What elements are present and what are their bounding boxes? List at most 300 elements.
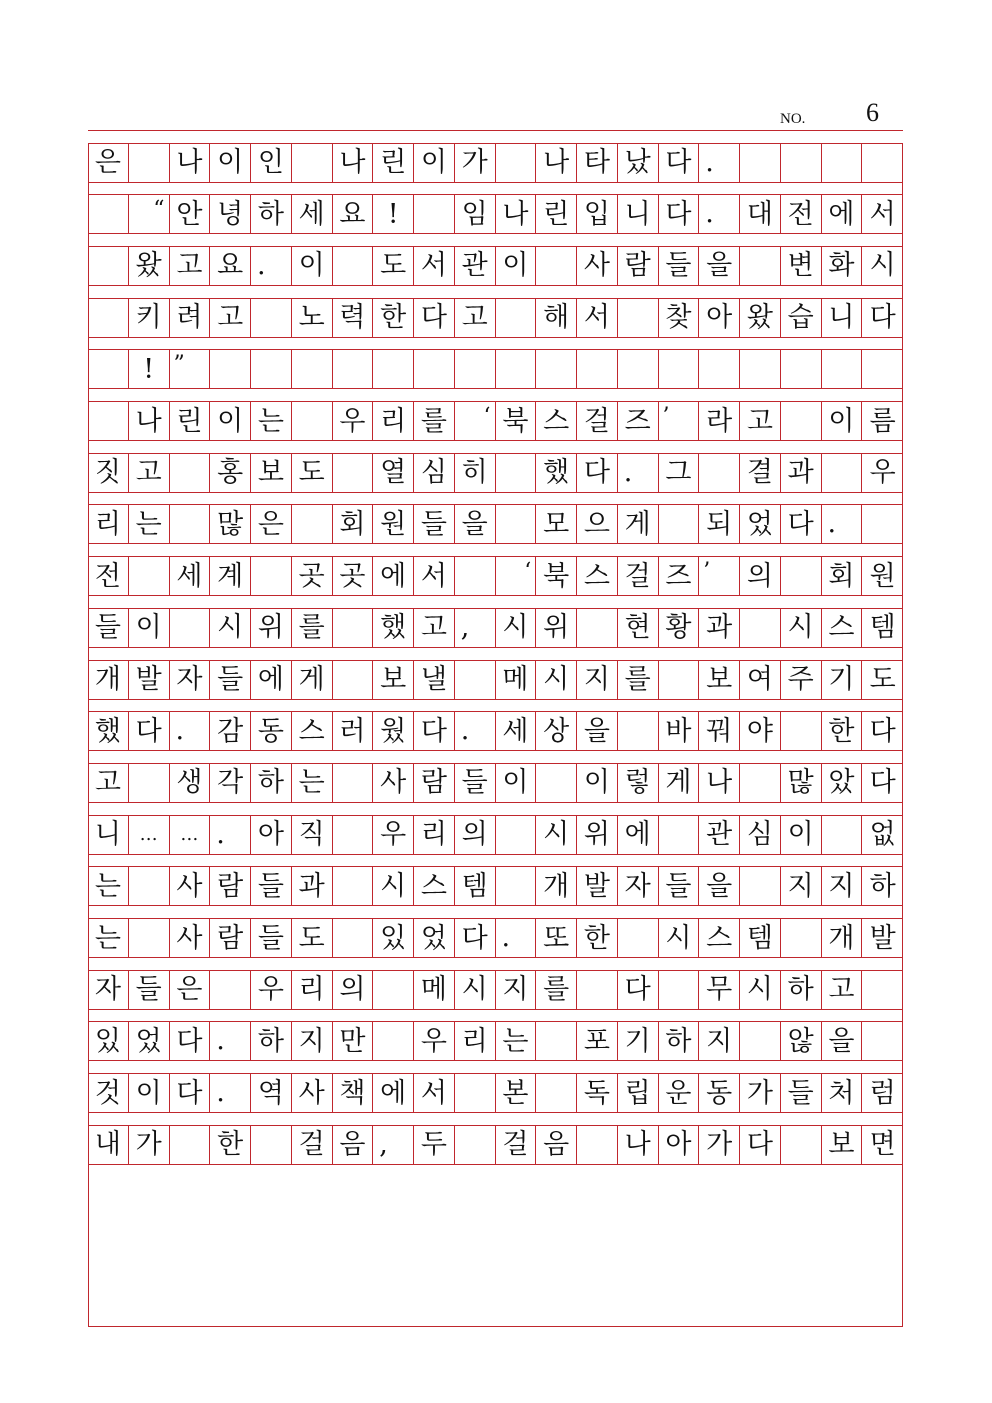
- grid-cell: 아: [251, 816, 292, 854]
- grid-cell: 자: [618, 867, 659, 905]
- grid-cell: 우: [869, 457, 896, 489]
- grid-cell: ’: [699, 557, 740, 595]
- grid-cell: 다: [869, 715, 896, 747]
- grid-cell: 야: [740, 712, 781, 750]
- grid-cell: 사: [292, 1074, 333, 1112]
- grid-cell: [740, 247, 781, 285]
- grid-cell: 사: [170, 867, 211, 905]
- grid-cell: 기: [822, 661, 863, 699]
- grid-cell: 에: [373, 557, 414, 595]
- grid-cell: [822, 454, 863, 492]
- grid-cell: [170, 505, 211, 543]
- grid-cell: 보: [822, 1126, 863, 1164]
- grid-cell: 라: [699, 402, 740, 440]
- grid-cell: 지: [781, 867, 822, 905]
- grid-cell: 보: [699, 661, 740, 699]
- grid-cell: [659, 350, 700, 388]
- grid-cell: 히: [455, 454, 496, 492]
- grid-cell: 나: [333, 143, 374, 182]
- grid-cell: .: [822, 505, 863, 543]
- grid-cell: [496, 816, 537, 854]
- grid-row: [88, 246, 903, 286]
- grid-cell: 책: [333, 1074, 374, 1112]
- grid-cell: 고: [414, 609, 455, 647]
- grid-cell: 독: [577, 1074, 618, 1112]
- grid-row: [88, 349, 903, 389]
- grid-cell: 이: [496, 764, 537, 802]
- grid-cell: 리: [373, 402, 414, 440]
- grid-cell: [862, 505, 903, 543]
- grid-cell: [170, 454, 211, 492]
- grid-cell: 결: [740, 454, 781, 492]
- grid-cell: [292, 350, 333, 388]
- grid-cell: 시: [781, 609, 822, 647]
- grid-cell: 한: [822, 712, 863, 750]
- grid-cell: [577, 350, 618, 388]
- grid-cell: 니: [822, 299, 863, 337]
- grid-cell: [577, 1126, 618, 1164]
- grid-cell: [740, 867, 781, 905]
- grid-cell: [170, 609, 211, 647]
- grid-cell: 지: [496, 971, 537, 1009]
- grid-cell: 현: [618, 609, 659, 647]
- grid-cell: 이: [210, 402, 251, 440]
- grid-cell: 는: [129, 505, 170, 543]
- grid-cell: 고: [170, 247, 211, 285]
- grid-cell: [822, 350, 863, 388]
- grid-cell: [333, 247, 374, 285]
- grid-cell: 다: [781, 505, 822, 543]
- grid-cell: 스: [292, 712, 333, 750]
- grid-cell: 메: [414, 971, 455, 1009]
- grid-cell: 요: [333, 195, 374, 233]
- grid-cell: 이: [577, 764, 618, 802]
- grid-cell: 다: [740, 1126, 781, 1164]
- grid-cell: 왔: [740, 299, 781, 337]
- grid-cell: 낼: [414, 661, 455, 699]
- grid-cell: .: [699, 143, 740, 182]
- grid-row: [88, 143, 903, 183]
- grid-cell: ’: [659, 402, 700, 440]
- grid-row: [88, 504, 903, 544]
- grid-cell: 럼: [869, 1077, 896, 1109]
- grid-cell: 고: [210, 299, 251, 337]
- grid-cell: 곳: [292, 557, 333, 595]
- grid-cell: 보: [373, 661, 414, 699]
- grid-cell: 전: [781, 195, 822, 233]
- grid-cell: 들: [414, 505, 455, 543]
- grid-cell: 과: [781, 454, 822, 492]
- grid-cell: [781, 350, 822, 388]
- grid-cell: 바: [659, 712, 700, 750]
- grid-cell: 개: [536, 867, 577, 905]
- grid-cell: 지: [699, 1022, 740, 1060]
- grid-cell: [455, 350, 496, 388]
- grid-cell: 도: [292, 919, 333, 957]
- grid-cell: 습: [781, 299, 822, 337]
- grid-cell: 개: [88, 661, 129, 699]
- grid-cell: 시: [740, 971, 781, 1009]
- grid-cell: [88, 195, 129, 233]
- grid-row: [88, 918, 903, 958]
- grid-cell: 나: [496, 195, 537, 233]
- grid-cell: [88, 350, 129, 388]
- manuscript-grid: [88, 143, 903, 1327]
- grid-cell: [536, 1022, 577, 1060]
- grid-cell: 는: [496, 1022, 537, 1060]
- grid-cell: 모: [536, 505, 577, 543]
- grid-cell: 열: [373, 454, 414, 492]
- grid-cell: 러: [333, 712, 374, 750]
- grid-cell: 지: [822, 867, 863, 905]
- grid-cell: [333, 454, 374, 492]
- grid-cell: 우: [414, 1022, 455, 1060]
- grid-cell: 처: [822, 1074, 863, 1112]
- grid-cell: [251, 299, 292, 337]
- grid-cell: 람: [618, 247, 659, 285]
- grid-cell: 리: [88, 505, 129, 543]
- grid-cell: 원: [373, 505, 414, 543]
- grid-cell: .: [251, 247, 292, 285]
- grid-cell: [659, 661, 700, 699]
- grid-cell: 에: [822, 195, 863, 233]
- grid-cell: 생: [170, 764, 211, 802]
- grid-cell: 북: [496, 402, 537, 440]
- grid-cell: 하: [659, 1022, 700, 1060]
- grid-cell: 찾: [659, 299, 700, 337]
- grid-row: [88, 660, 903, 700]
- grid-cell: 가: [129, 1126, 170, 1164]
- grid-cell: 나: [699, 764, 740, 802]
- grid-cell: 포: [577, 1022, 618, 1060]
- grid-cell: 는: [88, 919, 129, 957]
- grid-cell: ”: [170, 350, 211, 388]
- grid-cell: 했: [536, 454, 577, 492]
- grid-cell: 심: [414, 454, 455, 492]
- grid-cell: 리: [292, 971, 333, 1009]
- grid-cell: 만: [333, 1022, 374, 1060]
- grid-cell: [862, 971, 903, 1009]
- grid-cell: 본: [496, 1074, 537, 1112]
- grid-cell: 다: [618, 971, 659, 1009]
- grid-row: [88, 1125, 903, 1165]
- grid-row: [88, 1021, 903, 1061]
- grid-cell: 나: [170, 143, 211, 182]
- grid-cell: 꿔: [699, 712, 740, 750]
- grid-cell: [292, 143, 333, 182]
- grid-cell: 동: [251, 712, 292, 750]
- grid-cell: 서: [414, 1074, 455, 1112]
- grid-cell: 발: [577, 867, 618, 905]
- grid-cell: [496, 143, 537, 182]
- grid-cell: 걸: [577, 402, 618, 440]
- grid-cell: 린: [373, 143, 414, 182]
- grid-cell: .: [210, 1022, 251, 1060]
- grid-cell: 메: [496, 661, 537, 699]
- grid-cell: 하: [251, 764, 292, 802]
- page-number: 6: [866, 98, 879, 127]
- grid-cell: 들: [251, 867, 292, 905]
- grid-cell: 스: [822, 609, 863, 647]
- grid-cell: !: [129, 350, 170, 388]
- grid-cell: 도: [373, 247, 414, 285]
- grid-cell: 스: [577, 557, 618, 595]
- grid-cell: 리: [455, 1022, 496, 1060]
- grid-cell: .: [210, 1074, 251, 1112]
- grid-cell: [88, 299, 129, 337]
- grid-cell: [740, 609, 781, 647]
- grid-cell: 나: [129, 402, 170, 440]
- grid-cell: 우: [251, 971, 292, 1009]
- grid-cell: 리: [414, 816, 455, 854]
- grid-cell: .: [496, 919, 537, 957]
- grid-cell: [740, 764, 781, 802]
- grid-cell: 입: [577, 195, 618, 233]
- grid-cell: …: [170, 816, 211, 854]
- grid-cell: [536, 764, 577, 802]
- grid-cell: [781, 919, 822, 957]
- grid-cell: 립: [618, 1074, 659, 1112]
- grid-cell: 시: [659, 919, 700, 957]
- grid-cell: 관: [699, 816, 740, 854]
- grid-cell: 다: [659, 143, 700, 182]
- grid-cell: [333, 350, 374, 388]
- grid-cell: 에: [251, 661, 292, 699]
- grid-row: [88, 1073, 903, 1113]
- grid-cell: 들: [251, 919, 292, 957]
- grid-cell: 웠: [373, 712, 414, 750]
- grid-cell: 직: [292, 816, 333, 854]
- grid-cell: 고: [129, 454, 170, 492]
- grid-cell: 지: [292, 1022, 333, 1060]
- grid-cell: [251, 1126, 292, 1164]
- grid-cell: 녕: [210, 195, 251, 233]
- grid-cell: [740, 143, 781, 182]
- grid-cell: 되: [699, 505, 740, 543]
- grid-row: [88, 556, 903, 596]
- grid-cell: 다: [129, 712, 170, 750]
- grid-cell: [129, 764, 170, 802]
- grid-cell: 왔: [129, 247, 170, 285]
- grid-cell: 고: [740, 402, 781, 440]
- grid-cell: 이: [822, 402, 863, 440]
- grid-cell: [618, 919, 659, 957]
- grid-row: [88, 194, 903, 234]
- grid-cell: 었: [740, 505, 781, 543]
- grid-cell: [333, 867, 374, 905]
- grid-cell: .: [699, 195, 740, 233]
- grid-row: [88, 763, 903, 803]
- grid-cell: [659, 816, 700, 854]
- grid-cell: 가: [740, 1074, 781, 1112]
- grid-cell: 여: [740, 661, 781, 699]
- grid-cell: 즈: [618, 402, 659, 440]
- grid-cell: 서: [414, 247, 455, 285]
- grid-cell: 시: [496, 609, 537, 647]
- grid-cell: 의: [740, 557, 781, 595]
- page-number-label: [760, 98, 906, 132]
- grid-cell: 는: [88, 867, 129, 905]
- grid-cell: 을: [822, 1022, 863, 1060]
- grid-cell: 사: [577, 247, 618, 285]
- grid-cell: 과: [292, 867, 333, 905]
- grid-cell: 에: [618, 816, 659, 854]
- grid-cell: 곳: [333, 557, 374, 595]
- grid-cell: .: [170, 712, 211, 750]
- grid-cell: 었: [129, 1022, 170, 1060]
- grid-cell: [862, 350, 903, 388]
- grid-cell: [781, 402, 822, 440]
- grid-cell: 과: [699, 609, 740, 647]
- grid-cell: [781, 712, 822, 750]
- grid-cell: [536, 247, 577, 285]
- grid-cell: 템: [740, 919, 781, 957]
- grid-cell: 운: [659, 1074, 700, 1112]
- grid-cell: 해: [536, 299, 577, 337]
- grid-cell: 는: [251, 402, 292, 440]
- grid-cell: 없: [869, 819, 896, 851]
- grid-cell: 인: [251, 143, 292, 182]
- grid-cell: 들: [455, 764, 496, 802]
- grid-cell: [333, 919, 374, 957]
- grid-cell: 발: [129, 661, 170, 699]
- grid-row: [88, 866, 903, 906]
- grid-cell: 많: [210, 505, 251, 543]
- grid-cell: “: [129, 195, 170, 233]
- grid-cell: [210, 971, 251, 1009]
- grid-cell: 한: [373, 299, 414, 337]
- grid-cell: 서: [577, 299, 618, 337]
- grid-cell: 다: [659, 195, 700, 233]
- grid-cell: 지: [577, 661, 618, 699]
- grid-cell: 계: [210, 557, 251, 595]
- grid-cell: [862, 143, 903, 182]
- grid-cell: 고: [455, 299, 496, 337]
- grid-cell: 을: [455, 505, 496, 543]
- grid-cell: .: [618, 454, 659, 492]
- grid-cell: [373, 1022, 414, 1060]
- grid-cell: 다: [170, 1022, 211, 1060]
- grid-cell: [618, 350, 659, 388]
- grid-cell: 무: [699, 971, 740, 1009]
- grid-cell: [455, 1074, 496, 1112]
- grid-cell: [862, 1022, 903, 1060]
- grid-cell: 은: [251, 505, 292, 543]
- grid-cell: 들: [210, 661, 251, 699]
- grid-cell: 하: [251, 195, 292, 233]
- grid-cell: [659, 505, 700, 543]
- grid-cell: ‘: [496, 557, 537, 595]
- grid-cell: 임: [455, 195, 496, 233]
- grid-cell: 시: [536, 816, 577, 854]
- grid-cell: [373, 350, 414, 388]
- grid-cell: [496, 867, 537, 905]
- grid-cell: 시: [455, 971, 496, 1009]
- grid-cell: 고: [88, 764, 129, 802]
- grid-cell: 나: [618, 1126, 659, 1164]
- grid-cell: 음: [536, 1126, 577, 1164]
- grid-cell: 게: [659, 764, 700, 802]
- grid-cell: 의: [455, 816, 496, 854]
- grid-cell: 렇: [618, 764, 659, 802]
- grid-cell: 황: [659, 609, 700, 647]
- grid-cell: [781, 1126, 822, 1164]
- grid-row: [88, 970, 903, 1010]
- grid-cell: 두: [414, 1126, 455, 1164]
- grid-cell: 발: [869, 922, 896, 954]
- grid-cell: 상: [536, 712, 577, 750]
- grid-cell: [496, 350, 537, 388]
- grid-cell: 는: [292, 764, 333, 802]
- grid-cell: 음: [333, 1126, 374, 1164]
- grid-cell: 람: [210, 919, 251, 957]
- grid-cell: 아: [699, 299, 740, 337]
- grid-cell: 회: [333, 505, 374, 543]
- grid-cell: 짓: [88, 454, 129, 492]
- grid-cell: 위: [577, 816, 618, 854]
- grid-cell: 아: [659, 1126, 700, 1164]
- grid-cell: 람: [414, 764, 455, 802]
- grid-cell: 북: [536, 557, 577, 595]
- grid-cell: 않: [781, 1022, 822, 1060]
- grid-cell: 감: [210, 712, 251, 750]
- grid-cell: 세: [170, 557, 211, 595]
- grid-cell: 은: [88, 143, 129, 182]
- grid-cell: [129, 143, 170, 182]
- grid-cell: [781, 557, 822, 595]
- grid-cell: 또: [536, 919, 577, 957]
- grid-cell: 회: [822, 557, 863, 595]
- grid-cell: 은: [170, 971, 211, 1009]
- grid-cell: 것: [88, 1074, 129, 1112]
- grid-cell: 시: [869, 250, 896, 282]
- grid-cell: 다: [577, 454, 618, 492]
- grid-cell: 있: [373, 919, 414, 957]
- grid-cell: [455, 1126, 496, 1164]
- grid-cell: 보: [251, 454, 292, 492]
- grid-cell: 고: [822, 971, 863, 1009]
- grid-cell: 이: [210, 143, 251, 182]
- grid-cell: [333, 764, 374, 802]
- grid-cell: 기: [618, 1022, 659, 1060]
- grid-cell: 홍: [210, 454, 251, 492]
- grid-cell: 사: [373, 764, 414, 802]
- grid-cell: 안: [170, 195, 211, 233]
- grid-cell: [455, 661, 496, 699]
- grid-cell: [455, 557, 496, 595]
- grid-cell: [618, 712, 659, 750]
- grid-cell: [822, 816, 863, 854]
- grid-cell: 려: [170, 299, 211, 337]
- header-rule: [88, 130, 903, 131]
- grid-cell: [129, 919, 170, 957]
- grid-cell: 역: [251, 1074, 292, 1112]
- grid-cell: 력: [333, 299, 374, 337]
- grid-cell: [577, 971, 618, 1009]
- grid-cell: 서: [414, 557, 455, 595]
- grid-cell: 자: [88, 971, 129, 1009]
- grid-cell: 이: [129, 1074, 170, 1112]
- grid-cell: .: [455, 712, 496, 750]
- grid-cell: [333, 609, 374, 647]
- grid-cell: [577, 609, 618, 647]
- grid-cell: …: [129, 816, 170, 854]
- grid-cell: ,: [373, 1126, 414, 1164]
- grid-cell: 위: [251, 609, 292, 647]
- grid-cell: 니: [88, 816, 129, 854]
- grid-cell: 변: [781, 247, 822, 285]
- grid-cell: 스: [414, 867, 455, 905]
